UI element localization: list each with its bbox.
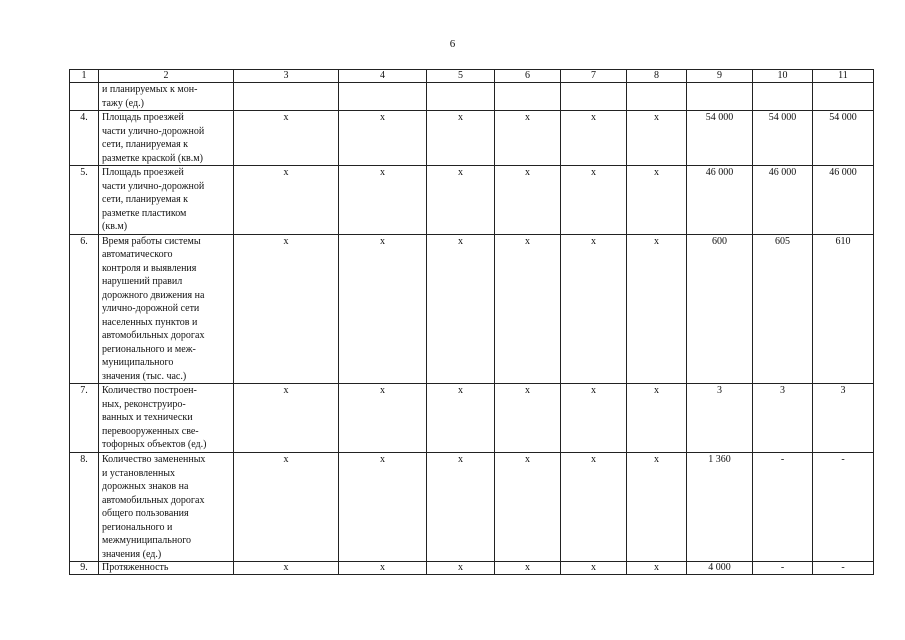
value-cell: 1 360 — [687, 453, 753, 562]
value-cell: х — [427, 166, 495, 235]
column-header: 11 — [813, 70, 874, 83]
table-row — [70, 562, 874, 575]
column-header: 1 — [70, 70, 99, 83]
column-header: 3 — [234, 70, 339, 83]
value-cell: х — [627, 111, 687, 166]
value-cell: 3 — [753, 384, 813, 453]
value-cell: 600 — [687, 234, 753, 384]
value-cell: х — [339, 166, 427, 235]
value-cell: х — [495, 453, 561, 562]
value-cell: х — [234, 453, 339, 562]
value-cell: х — [495, 111, 561, 166]
value-cell — [427, 83, 495, 111]
value-cell: х — [561, 453, 627, 562]
value-cell: х — [495, 234, 561, 384]
value-cell: 3 — [687, 384, 753, 453]
value-cell: х — [561, 166, 627, 235]
indicator-name-cell: Протяженность — [99, 562, 234, 575]
value-cell: х — [339, 384, 427, 453]
column-header: 6 — [495, 70, 561, 83]
value-cell: х — [339, 453, 427, 562]
value-cell — [813, 83, 874, 111]
column-header: 9 — [687, 70, 753, 83]
value-cell: - — [753, 453, 813, 562]
value-cell: х — [495, 166, 561, 235]
indicator-name-cell: и планируемых к мон- тажу (ед.) — [99, 83, 234, 111]
column-header: 8 — [627, 70, 687, 83]
value-cell: х — [495, 562, 561, 575]
value-cell: - — [813, 453, 874, 562]
value-cell: х — [627, 166, 687, 235]
value-cell: 54 000 — [687, 111, 753, 166]
column-header: 2 — [99, 70, 234, 83]
row-number-cell: 5. — [70, 166, 99, 235]
value-cell: - — [813, 562, 874, 575]
indicator-name-cell: Количество замененных и установленных дорожных знаков на автомобильных дорогах общего пользования регионального и межмуниципального значения (ед.) — [99, 453, 234, 562]
value-cell: 46 000 — [687, 166, 753, 235]
value-cell: 46 000 — [813, 166, 874, 235]
row-number-cell: 9. — [70, 562, 99, 575]
indicator-name-cell: Время работы системы автоматического контроля и выявления нарушений правил дорожного движения на улично-дорожной сети населенных пунктов и автомобильных дорогах регионального и меж- муниципального значения (тыс. час.) — [99, 234, 234, 384]
value-cell — [687, 83, 753, 111]
value-cell: х — [561, 111, 627, 166]
value-cell: х — [427, 453, 495, 562]
value-cell — [495, 83, 561, 111]
value-cell: 4 000 — [687, 562, 753, 575]
value-cell: 54 000 — [753, 111, 813, 166]
table-row — [70, 166, 874, 235]
value-cell: х — [234, 384, 339, 453]
value-cell: х — [427, 562, 495, 575]
value-cell: х — [339, 234, 427, 384]
value-cell: х — [339, 111, 427, 166]
row-number-cell: 7. — [70, 384, 99, 453]
value-cell: х — [234, 111, 339, 166]
row-number-cell — [70, 83, 99, 111]
value-cell: х — [234, 562, 339, 575]
page-number: 6 — [449, 38, 456, 50]
value-cell — [234, 83, 339, 111]
value-cell: х — [427, 111, 495, 166]
value-cell: х — [627, 562, 687, 575]
value-cell: 605 — [753, 234, 813, 384]
value-cell: 46 000 — [753, 166, 813, 235]
value-cell: х — [427, 234, 495, 384]
value-cell: х — [561, 562, 627, 575]
table-row — [70, 453, 874, 562]
value-cell: х — [339, 562, 427, 575]
row-number-cell: 4. — [70, 111, 99, 166]
indicator-name-cell: Площадь проезжей части улично-дорожной сети, планируемая к разметке пластиком (кв.м) — [99, 166, 234, 235]
value-cell: х — [561, 384, 627, 453]
value-cell: 3 — [813, 384, 874, 453]
indicators-table — [69, 69, 874, 575]
value-cell: х — [627, 384, 687, 453]
table-row — [70, 234, 874, 384]
value-cell: 54 000 — [813, 111, 874, 166]
value-cell — [627, 83, 687, 111]
value-cell: - — [753, 562, 813, 575]
row-number-cell: 8. — [70, 453, 99, 562]
column-header: 7 — [561, 70, 627, 83]
value-cell: х — [627, 453, 687, 562]
column-numbers-row — [70, 70, 874, 83]
value-cell: х — [495, 384, 561, 453]
value-cell: 610 — [813, 234, 874, 384]
column-header: 4 — [339, 70, 427, 83]
value-cell: х — [234, 166, 339, 235]
table-row — [70, 83, 874, 111]
value-cell — [561, 83, 627, 111]
column-header: 5 — [427, 70, 495, 83]
value-cell — [753, 83, 813, 111]
row-number-cell: 6. — [70, 234, 99, 384]
value-cell: х — [427, 384, 495, 453]
table-row — [70, 111, 874, 166]
value-cell: х — [627, 234, 687, 384]
table-row — [70, 384, 874, 453]
column-header: 10 — [753, 70, 813, 83]
value-cell: х — [234, 234, 339, 384]
indicator-name-cell: Количество построен- ных, реконструиро- ванных и технически перевооруженных све- тофорных объектов (ед.) — [99, 384, 234, 453]
indicator-name-cell: Площадь проезжей части улично-дорожной сети, планируемая к разметке краской (кв.м) — [99, 111, 234, 166]
value-cell — [339, 83, 427, 111]
value-cell: х — [561, 234, 627, 384]
